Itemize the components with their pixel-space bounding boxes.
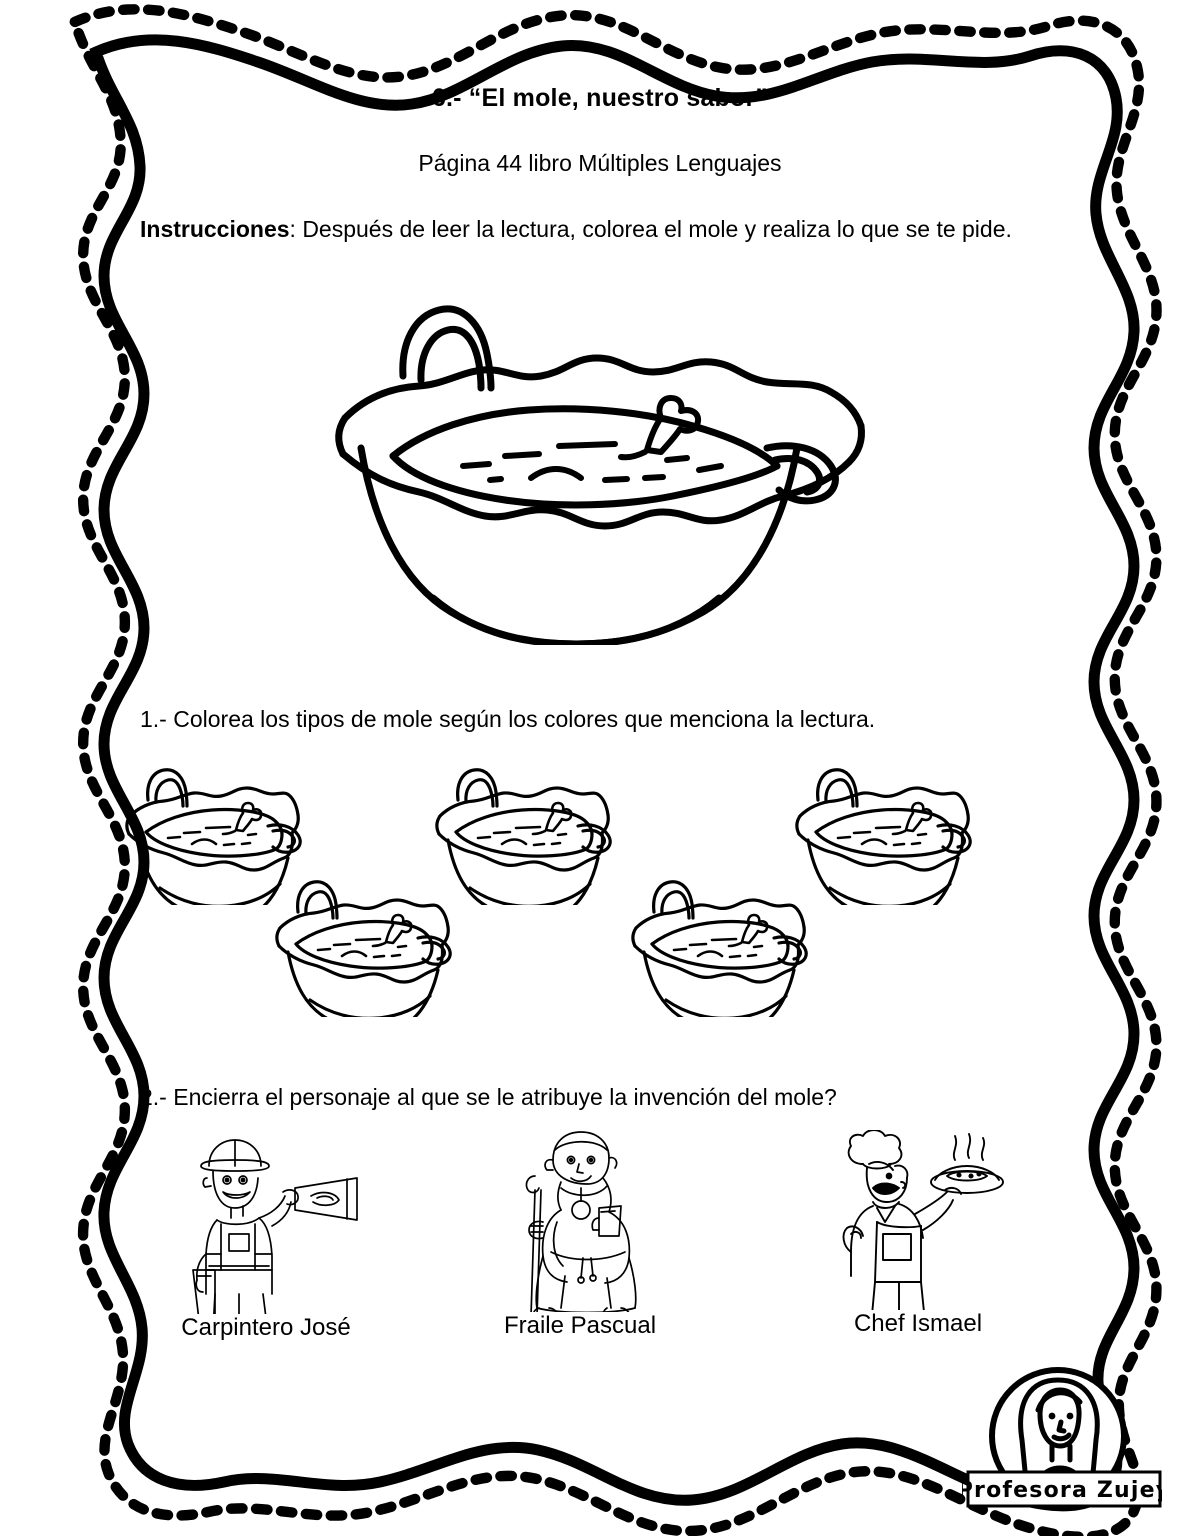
question-1-text: 1.- Colorea los tipos de mole según los colores que menciona la lectura. [140, 706, 876, 732]
option-fraile-pascual[interactable] [452, 1126, 708, 1340]
option-label-fraile-pascual: Fraile Pascual [503, 1312, 657, 1339]
friar-figure [495, 1126, 665, 1312]
worksheet-content [100, 84, 1100, 1464]
page-title: 6.- “El mole, nuestro sabor” [431, 84, 769, 112]
small-bowl-3 [792, 760, 972, 905]
instructions-text: : Después de leer la lectura, colorea el mole y realiza lo que se te pide. [289, 216, 1012, 242]
mole-bowl-illustration [315, 280, 885, 645]
instructions [100, 177, 1100, 251]
chef-figure [829, 1130, 1007, 1310]
option-chef-ismael[interactable] [790, 1130, 1046, 1338]
page-subtitle: Página 44 libro Múltiples Lenguajes [418, 150, 782, 176]
small-bowl-2 [432, 760, 612, 905]
profesora-zujey-logo [962, 1358, 1162, 1528]
option-label-carpintero-jose: Carpintero José [181, 1314, 351, 1341]
carpenter-figure [171, 1134, 361, 1314]
option-label-chef-ismael: Chef Ismael [853, 1310, 983, 1337]
small-bowl-4 [272, 872, 452, 1017]
logo-banner [962, 1472, 1162, 1506]
question-2-text: 2.- Encierra el personaje al que se le atribuye la invención del mole? [140, 1084, 837, 1110]
mole-texture [463, 444, 721, 480]
instructions-label: Instrucciones [140, 216, 290, 242]
option-carpintero-jose[interactable] [138, 1134, 394, 1342]
small-bowl-5 [628, 872, 808, 1017]
logo-banner-text: Profesora Zujey [962, 1478, 1162, 1503]
